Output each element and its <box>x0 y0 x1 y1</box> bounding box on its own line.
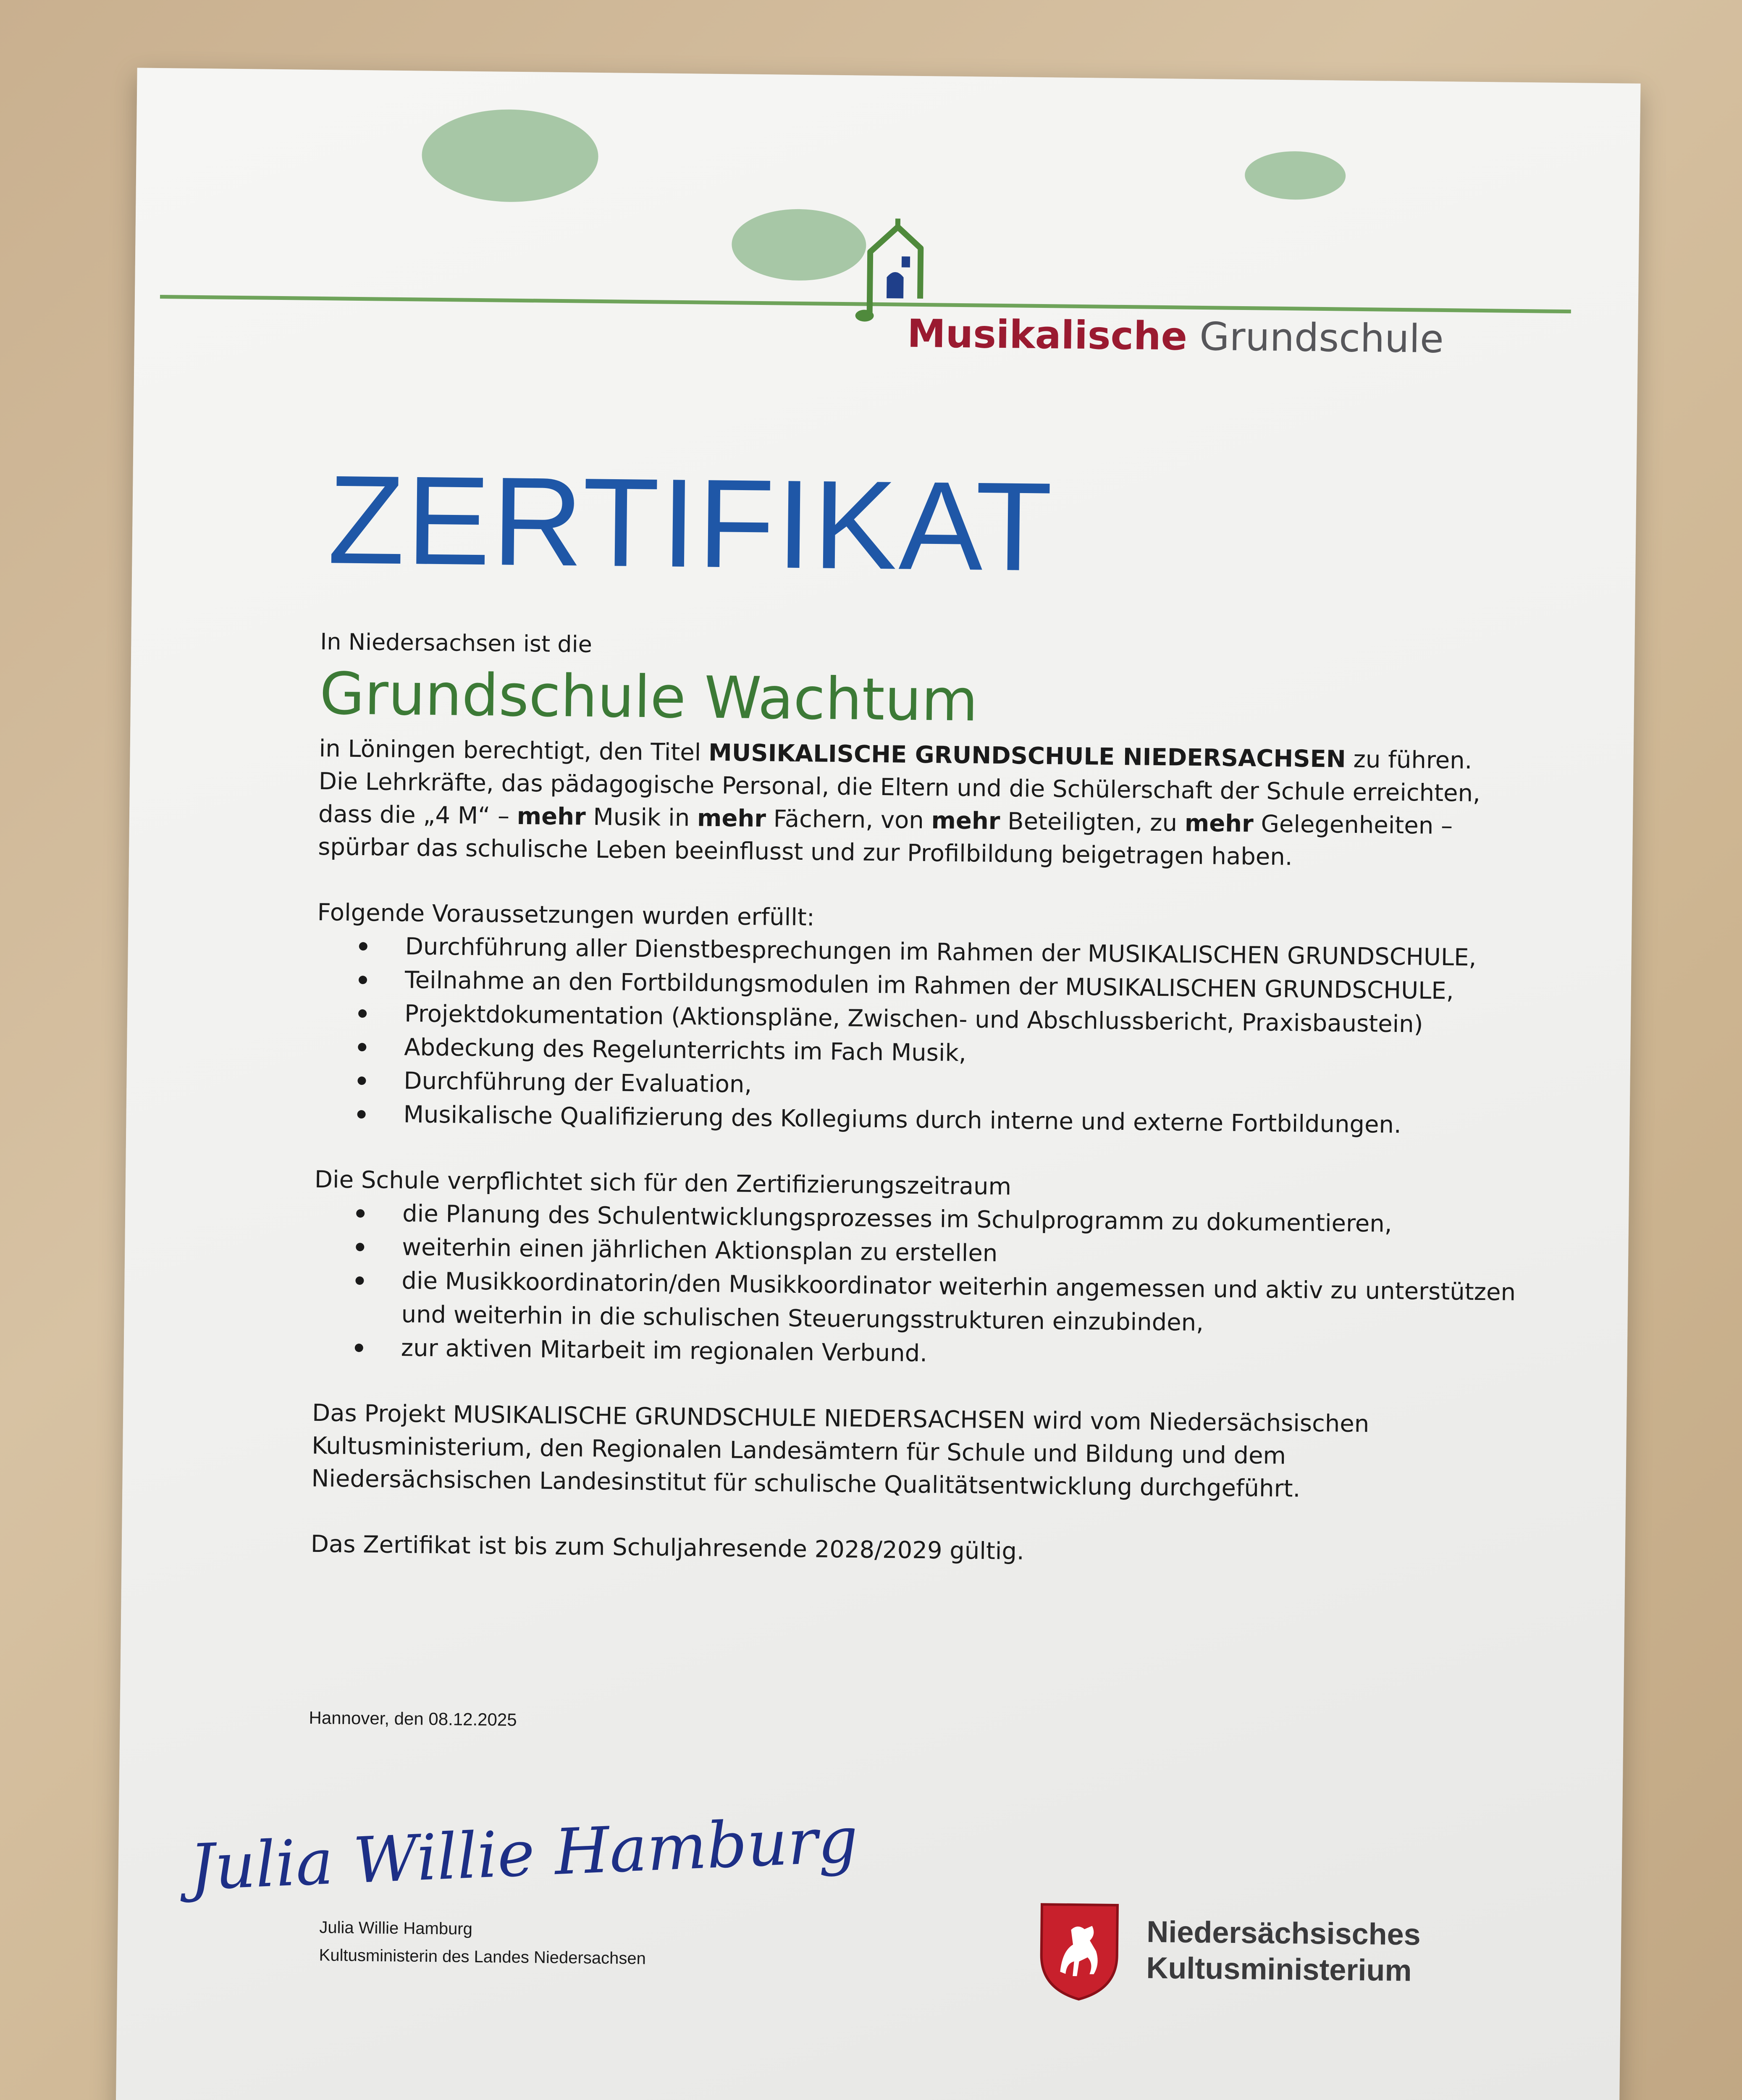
list-item: die Planung des Schulentwicklungsprozesses im Schulprogramm zu dokumentieren, <box>402 1197 1532 1242</box>
decorative-oval-small <box>1245 151 1346 200</box>
body-line-1-c: zu führen. <box>1346 746 1472 774</box>
signer-name: Julia Willie Hamburg <box>319 1918 473 1938</box>
list-item: Projektdokumentation (Aktionspläne, Zwischen- und Abschlussbericht, Praxisbaustein) <box>404 997 1535 1042</box>
signature-text: Julia Willie Hamburg <box>188 1803 860 1905</box>
list-item: Musikalische Qualifizierung des Kollegiums durch interne und externe Fortbildungen. <box>403 1098 1533 1143</box>
body-line-1-a: in Löningen berechtigt, den Titel <box>319 735 709 766</box>
decorative-oval-middle <box>731 208 866 281</box>
ministry-name-line-2: Kultusministerium <box>1146 1951 1412 1988</box>
certificate-title: ZERTIFIKAT <box>327 449 1055 598</box>
body-line-3-f: mehr <box>931 806 1000 835</box>
school-name: Grundschule Wachtum <box>319 660 979 735</box>
body-line-3-d: mehr <box>697 804 766 832</box>
body-line-3-i: Gelegenheiten – <box>1253 810 1453 840</box>
place-and-date: Hannover, den 08.12.2025 <box>309 1707 517 1730</box>
list-item: Durchführung aller Dienstbesprechungen im Rahmen der MUSIKALISCHEN GRUNDSCHULE, <box>405 930 1535 975</box>
brand-regular: Grundschule <box>1199 314 1444 362</box>
body-line-3-c: Musik in <box>585 803 698 832</box>
list-item: Durchführung der Evaluation, <box>404 1064 1534 1110</box>
body-line-4: spürbar das schulische Leben beeinflusst und zur Profilbildung beigetragen haben. <box>317 833 1293 871</box>
list-item: zur aktiven Mitarbeit im regionalen Verbund. <box>401 1331 1531 1377</box>
certificate-body <box>311 628 1538 1573</box>
body-line-3-h: mehr <box>1184 809 1254 838</box>
decorative-oval-large <box>421 109 598 203</box>
validity-text: Das Zertifikat ist bis zum Schuljahresende 2028/2029 gültig. <box>310 1530 1025 1565</box>
list-item: die Musikkoordinatorin/den Musikkoordinator weiterhin angemessen und aktiv zu unterstützen und weiterhin in die schulischen Steuerungsstrukturen einzubinden, <box>401 1264 1532 1343</box>
body-line-3-g: Beteiligten, zu <box>1000 807 1185 837</box>
intro-text: In Niedersachsen ist die <box>320 628 593 658</box>
body-line-3-e: Fächern, von <box>766 805 931 834</box>
body-line-2: Die Lehrkräfte, das pädagogische Personal, die Eltern und die Schülerschaft der Schule erreichten, <box>318 767 1481 807</box>
certificate-sheet <box>115 68 1640 2100</box>
lower-saxony-crest-icon <box>1037 1900 1122 2002</box>
ministry-name-line-1: Niedersächsisches <box>1146 1915 1421 1952</box>
handwritten-signature <box>181 1799 860 1931</box>
body-line-3-a: dass die „4 M“ – <box>318 800 517 830</box>
list-item: weiterhin einen jährlichen Aktionsplan zu erstellen <box>402 1231 1532 1276</box>
ministry-name <box>1146 1914 1421 1989</box>
brand-logo-text <box>907 311 1444 362</box>
obligations-heading: Die Schule verpflichtet sich für den Zertifizierungszeitraum <box>314 1166 1012 1201</box>
list-item: Teilnahme an den Fortbildungsmodulen im Rahmen der MUSIKALISCHEN GRUNDSCHULE, <box>405 963 1535 1009</box>
requirements-heading: Folgende Voraussetzungen wurden erfüllt: <box>317 898 815 932</box>
requirements-list <box>315 929 1535 1143</box>
signer-title: Kultusministerin des Landes Niedersachsen <box>319 1946 646 1968</box>
brand-strong: Musikalische <box>907 311 1188 359</box>
signer-block <box>319 1914 646 1972</box>
obligations-list <box>312 1196 1532 1377</box>
project-line-2: Kultusministerium, den Regionalen Landesämtern für Schule und Bildung und dem <box>312 1432 1286 1470</box>
body-line-3-b: mehr <box>517 802 586 831</box>
project-line-1: Das Projekt MUSIKALISCHE GRUNDSCHULE NIEDERSACHSEN wird vom Niedersächsischen <box>312 1399 1369 1438</box>
project-line-3: Niedersächsischen Landesinstitut für schulische Qualitätsentwicklung durchgeführt. <box>311 1465 1301 1503</box>
list-item: Abdeckung des Regelunterrichts im Fach Musik, <box>404 1031 1534 1076</box>
body-line-1-b: MUSIKALISCHE GRUNDSCHULE NIEDERSACHSEN <box>708 739 1346 773</box>
